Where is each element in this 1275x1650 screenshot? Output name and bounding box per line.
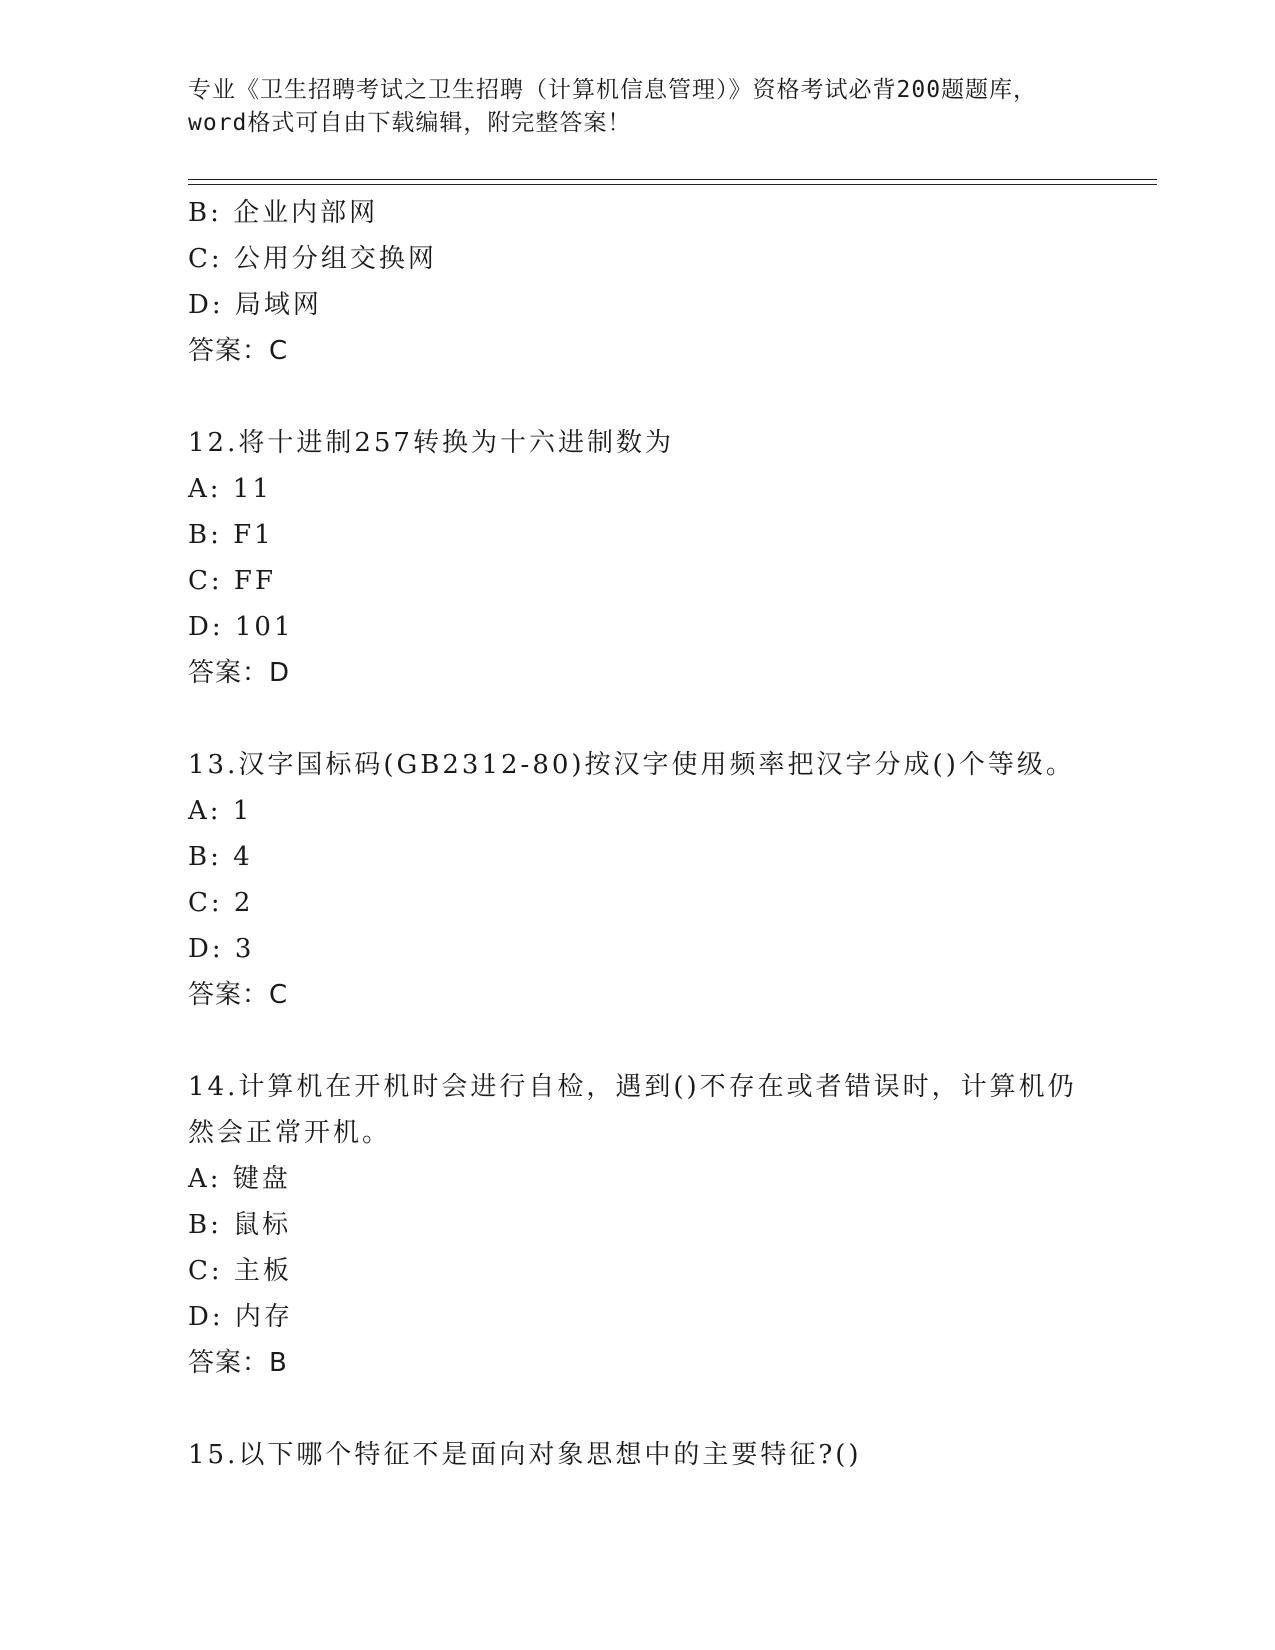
q12-question: 12.将十进制257转换为十六进制数为	[188, 428, 674, 458]
q11-answer: 答案：C	[188, 336, 289, 366]
question-11-block	[188, 190, 1088, 374]
header-line-1: 专业《卫生招聘考试之卫生招聘（计算机信息管理）》资格考试必背200题题库，	[188, 77, 1038, 103]
q13-question: 13.汉字国标码(GB2312-80)按汉字使用频率把汉字分成()个等级。	[188, 750, 1075, 780]
spacer	[188, 1386, 1088, 1432]
q15-question: 15.以下哪个特征不是面向对象思想中的主要特征?()	[188, 1440, 862, 1470]
q13-option-d: D: 3	[188, 934, 255, 964]
q14-question-line-1: 14.计算机在开机时会进行自检，遇到()不存在或者错误时，计算机仍	[188, 1072, 1077, 1102]
q13-option-c: C: 2	[188, 888, 254, 918]
q11-option-d: D: 局域网	[188, 290, 322, 320]
q12-option-c: C: FF	[188, 566, 276, 596]
q11-option-b: B: 企业内部网	[188, 198, 379, 228]
header-divider-bottom	[188, 184, 1157, 185]
question-12-block	[188, 420, 1088, 696]
q11-option-c: C: 公用分组交换网	[188, 244, 437, 274]
spacer	[188, 1018, 1088, 1064]
document-body	[188, 190, 1088, 1478]
header-divider-top	[188, 179, 1157, 180]
q14-option-c: C: 主板	[188, 1256, 292, 1286]
q14-answer: 答案：B	[188, 1348, 288, 1378]
header-line-2: word格式可自由下载编辑，附完整答案！	[188, 110, 632, 136]
q14-question-line-2: 然会正常开机。	[188, 1118, 392, 1148]
document-header	[188, 74, 1088, 140]
q12-answer: 答案：D	[188, 658, 291, 688]
spacer	[188, 374, 1088, 420]
q13-option-b: B: 4	[188, 842, 253, 872]
question-15-block	[188, 1432, 1088, 1478]
spacer	[188, 696, 1088, 742]
q12-option-b: B: F1	[188, 520, 274, 550]
q12-option-d: D: 101	[188, 612, 294, 642]
q12-option-a: A: 11	[188, 474, 272, 504]
q14-option-b: B: 鼠标	[188, 1210, 292, 1240]
question-14-block	[188, 1064, 1088, 1386]
question-13-block	[188, 742, 1088, 1018]
q13-answer: 答案：C	[188, 980, 289, 1010]
q14-option-a: A: 键盘	[188, 1164, 291, 1194]
q13-option-a: A: 1	[188, 796, 253, 826]
q14-option-d: D: 内存	[188, 1302, 293, 1332]
